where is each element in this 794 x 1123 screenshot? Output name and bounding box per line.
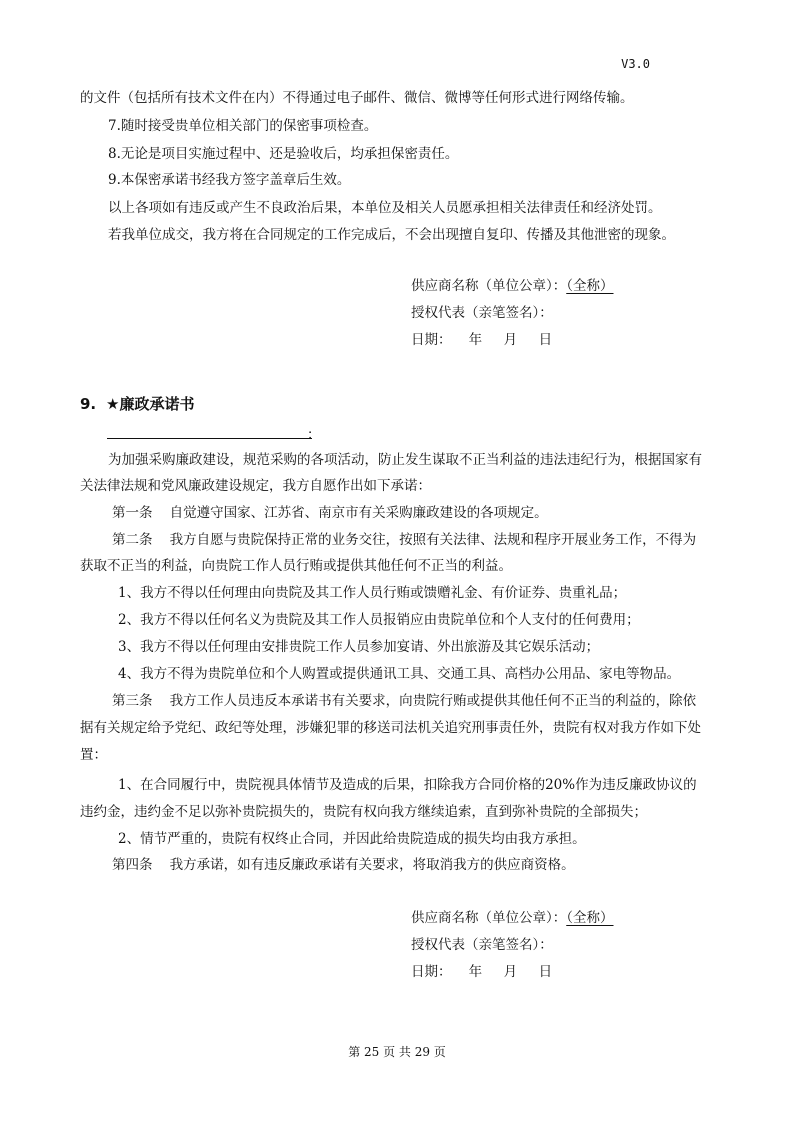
list-item: 1、我方不得以任何理由向贵院及其工作人员行贿或馈赠礼金、有价证券、贵重礼品； xyxy=(118,585,627,601)
section-number: 9. xyxy=(80,395,97,413)
list-item: 8.无论是项目实施过程中、还是验收后，均承担保密责任。 xyxy=(108,146,459,162)
supplier-label: 供应商名称（单位公章）： xyxy=(411,910,567,926)
list-item: 1、在合同履行中，贵院视具体情节及造成的后果，扣除我方合同价格的20%作为违反廉政协议的 xyxy=(118,777,697,793)
supplier-name-field xyxy=(411,277,794,295)
paragraph-line: 以上各项如有违反或产生不良政治后果，本单位及相关人员愿承担相关法律责任和经济处罚。 xyxy=(108,200,662,216)
supplier-value: （全称） xyxy=(566,278,614,294)
list-item: 3、我方不得以任何理由安排贵院工作人员参加宴请、外出旅游及其它娱乐活动； xyxy=(118,639,600,655)
date-field: 日期： 年 月 日 xyxy=(411,964,553,980)
rep-signature-field: 授权代表（亲笔签名）： xyxy=(411,937,553,953)
list-item: 9.本保密承诺书经我方签字盖章后生效。 xyxy=(108,172,351,188)
supplier-name-field xyxy=(411,909,794,927)
paragraph-line: 置： xyxy=(80,747,107,763)
section-heading xyxy=(80,393,194,414)
list-item: 2、情节严重的，贵院有权终止合同，并因此给贵院造成的损失均由我方承担。 xyxy=(118,831,586,847)
paragraph-line: 的文件（包括所有技术文件在内）不得通过电子邮件、微信、微博等任何形式进行网络传输。 xyxy=(80,90,634,106)
list-item: 2、我方不得以任何名义为贵院及其工作人员报销应由贵院单位和个人支付的任何费用； xyxy=(118,612,640,628)
paragraph-line: 违约金，违约金不足以弥补贵院损失的，贵院有权向我方继续追索，直到弥补贵院的全部损失； xyxy=(80,804,647,820)
list-item: 7.随时接受贵单位相关部门的保密事项检查。 xyxy=(108,118,378,134)
page-number: 第 25 页 共 29 页 xyxy=(348,1045,446,1059)
version-label: V3.0 xyxy=(621,57,650,71)
blank-colon: ： xyxy=(307,427,321,443)
paragraph-line: 据有关规定给予党纪、政纪等处理，涉嫌犯罪的移送司法机关追究刑事责任外，贵院有权对我方作如下处 xyxy=(80,720,701,736)
section-title: ★廉政承诺书 xyxy=(106,395,195,413)
article-3: 第三条 我方工作人员违反本承诺书有关要求，向贵院行贿或提供其他任何不正当的利益的，除依 xyxy=(112,693,697,709)
paragraph-line: 获取不正当的利益，向贵院工作人员行贿或提供其他任何不正当的利益。 xyxy=(80,558,512,574)
article-4: 第四条 我方承诺，如有违反廉政承诺有关要求，将取消我方的供应商资格。 xyxy=(112,857,575,873)
paragraph-line: 若我单位成交，我方将在合同规定的工作完成后，不会出现擅自复印、传播及其他泄密的现象。 xyxy=(108,227,675,243)
rep-signature-field: 授权代表（亲笔签名）： xyxy=(411,305,553,321)
article-2: 第二条 我方自愿与贵院保持正常的业务交往，按照有关法律、法规和程序开展业务工作，不得为 xyxy=(112,532,697,548)
article-1: 第一条 自觉遵守国家、江苏省、南京市有关采购廉政建设的各项规定。 xyxy=(112,505,548,521)
paragraph-line: 关法律法规和党风廉政建设规定，我方自愿作出如下承诺： xyxy=(80,478,431,494)
list-item: 4、我方不得为贵院单位和个人购置或提供通讯工具、交通工具、高档办公用品、家电等物品。 xyxy=(118,666,681,682)
purchaser-blank-line xyxy=(107,427,312,439)
supplier-value: （全称） xyxy=(566,910,614,926)
paragraph-line: 为加强采购廉政建设，规范采购的各项活动，防止发生谋取不正当利益的违法违纪行为，根据国家有 xyxy=(108,452,702,468)
date-field: 日期： 年 月 日 xyxy=(411,332,553,348)
supplier-label: 供应商名称（单位公章）： xyxy=(411,278,567,294)
